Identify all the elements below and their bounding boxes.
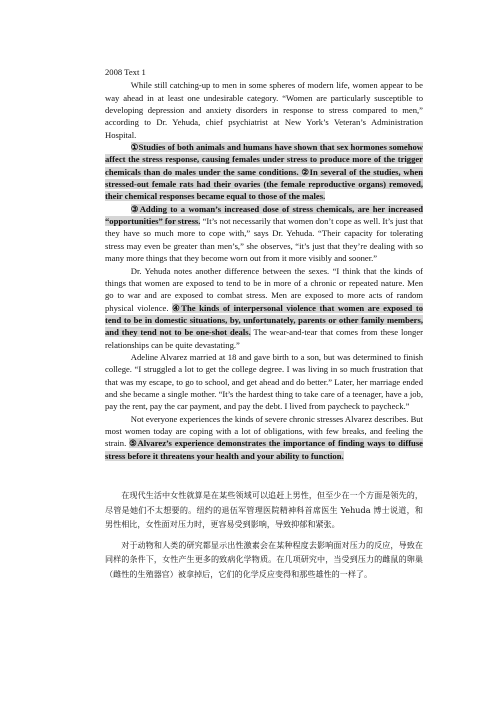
highlighted-sentence: ①Studies of both animals and humans have shown that sex hormones somehow affect the stress response, causing females under stress to produce more of the trigger chemicals than do males under the same conditions. ②In several of the studies, when stressed-out female rats had their ovaries (the female reproductive organs) removed, their chemical responses became equal to those of the males. [105, 142, 423, 202]
paragraph [105, 141, 423, 203]
text-segment: The wear-and-tear that comes from these longer relationships can be quite devastating.” [105, 327, 423, 350]
paragraph [105, 351, 423, 413]
text-segment: Not everyone experiences the kinds of severe chronic stresses Alvarez describes. But most women today are coping with a lot of obligations, with few breaks, and feeling the strain. [105, 413, 423, 449]
highlighted-sentence: ④The kinds of interpersonal violence that women are exposed to tend to be in domestic situations, by, unfortunately, parents or other family members, and they tend not to be one-shot deals. [105, 302, 424, 338]
paragraph [105, 79, 423, 141]
paragraph [105, 413, 423, 462]
paragraph [105, 265, 423, 351]
text-segment: Dr. Yehuda notes another difference between the sexes. “I think that the kinds of things that women are exposed to tend to be in more of a chronic or repeated nature. Men go to war and are exposed to combat stress. Men are exposed to more acts of random physical violence. [105, 265, 423, 313]
highlighted-sentence: ⑤Alvarez’s experience demonstrates the importance of finding ways to diffuse stress before it threatens your health and your ability to function. [105, 438, 423, 461]
document-title: 2008 Text 1 [105, 67, 146, 77]
translation-paragraph: 在现代生活中女性就算是在某些领域可以追赶上男性，但至少在一个方面是领先的，尽管是她们不太想要的。纽约的退伍军管理医院精神科首席医生 Yehuda 博士说道，和男性相比，女性面对压力时，更容易受到影响，导致抑郁和紧张。 [105, 490, 423, 529]
paragraph [105, 203, 423, 265]
english-passage [105, 79, 423, 462]
chinese-translation [105, 488, 423, 581]
text-segment: “It’s not necessarily that women don’t cope as well. It’s just that they have so much more to cope with,” says Dr. Yehuda. “Their capacity for tolerating stress may even be greater than men’s,” she observes, “it’s just that they’re dealing with so many more things that they become worn out from it more visibly and sooner.” [105, 216, 423, 264]
section-spacer [105, 462, 423, 488]
translation-paragraph: 对于动物和人类的研究都显示出性激素会在某种程度去影响面对压力的反应，导致在同样的条件下，女性产生更多的致病化学物质。在几项研究中，当受到压力的雌鼠的卵巢（雌性的生殖器官）被拿掉后，它们的化学反应变得和那些雄性的一样了。 [105, 539, 423, 579]
text-segment: Adeline Alvarez married at 18 and gave birth to a son, but was determined to finish college. “I struggled a lot to get the college degree. I was living in so much frustration that that was my escape, to go to school, and get ahead and do better.” Later, her marriage ended and she became a single mother. “It’s the hardest thing to take care of a teenager, have a job, pay the rent, pay the car payment, and pay the debt. I lived from paycheck to paycheck.” [105, 351, 423, 412]
highlighted-sentence: ③Adding to a woman’s increased dose of stress chemicals, are her increased “opportunities” for stress. [105, 203, 423, 227]
text-segment: While still catching-up to men in some spheres of modern life, women appear to be way ahead in at least one undesirable category. “Women are particularly susceptible to developing depression and anxiety disorders in response to stress compared to men,” according to Dr. Yehuda, chief psychiatrist at New York’s Veteran’s Administration Hospital. [105, 80, 423, 140]
document-page [105, 66, 423, 587]
